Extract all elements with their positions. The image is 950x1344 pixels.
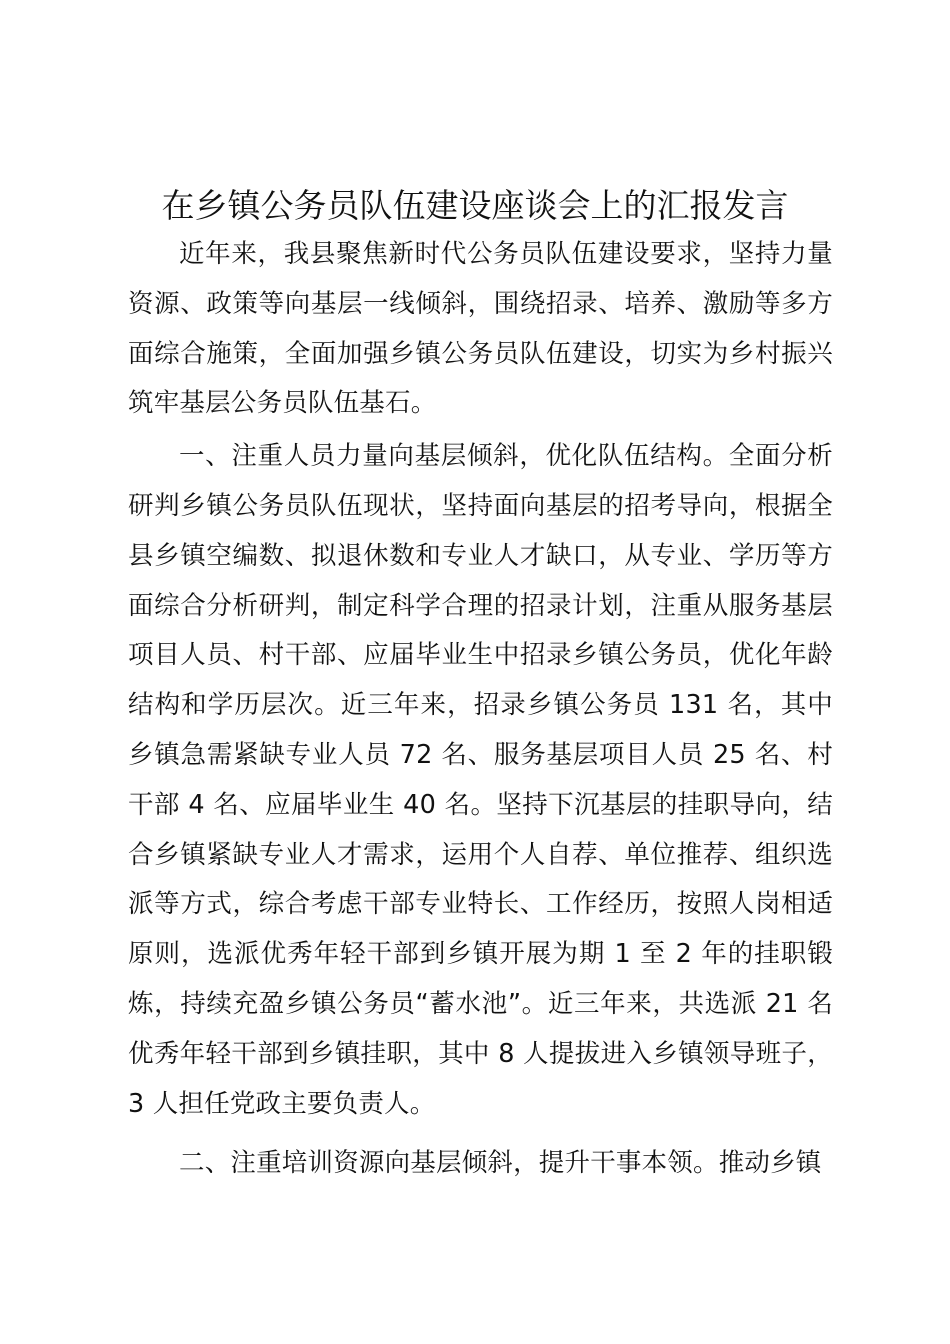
- paragraph-intro: 近年来，我县聚焦新时代公务员队伍建设要求，坚持力量资源、政策等向基层一线倾斜，围绕招录、培养、激励等多方面综合施策，全面加强乡镇公务员队伍建设，切实为乡村振兴筑牢基层公务员队伍基石。: [128, 239, 833, 419]
- document-body: [128, 230, 833, 1189]
- document-title: 在乡镇公务员队伍建设座谈会上的汇报发言: [161, 186, 789, 225]
- paragraph-section-two: 二、注重培训资源向基层倾斜，提升干事本领。推动乡镇: [179, 1148, 822, 1179]
- paragraph-section-one: 一、注重人员力量向基层倾斜，优化队伍结构。全面分析研判乡镇公务员队伍现状，坚持面向基层的招考导向，根据全县乡镇空编数、拟退休数和专业人才缺口，从专业、学历等方面综合分析研判，制定科学合理的招录计划，注重从服务基层项目人员、村干部、应届毕业生中招录乡镇公务员，优化年龄结构和学历层次。近三年来，招录乡镇公务员 131 名，其中乡镇急需紧缺专业人员 72 名、服务基层项目人员 25 名、村干部 4 名、应届毕业生 40 名。坚持下沉基层的挂职导向，结合乡镇紧缺专业人才需求，运用个人自荐、单位推荐、组织选派等方式，综合考虑干部专业特长、工作经历，按照人岗相适原则，选派优秀年轻干部到乡镇开展为期 1 至 2 年的挂职锻炼，持续充盈乡镇公务员“蓄水池”。近三年来，共选派 21 名优秀年轻干部到乡镇挂职，其中 8 人提拔进入乡镇领导班子，3 人担任党政主要负责人。: [128, 441, 833, 1119]
